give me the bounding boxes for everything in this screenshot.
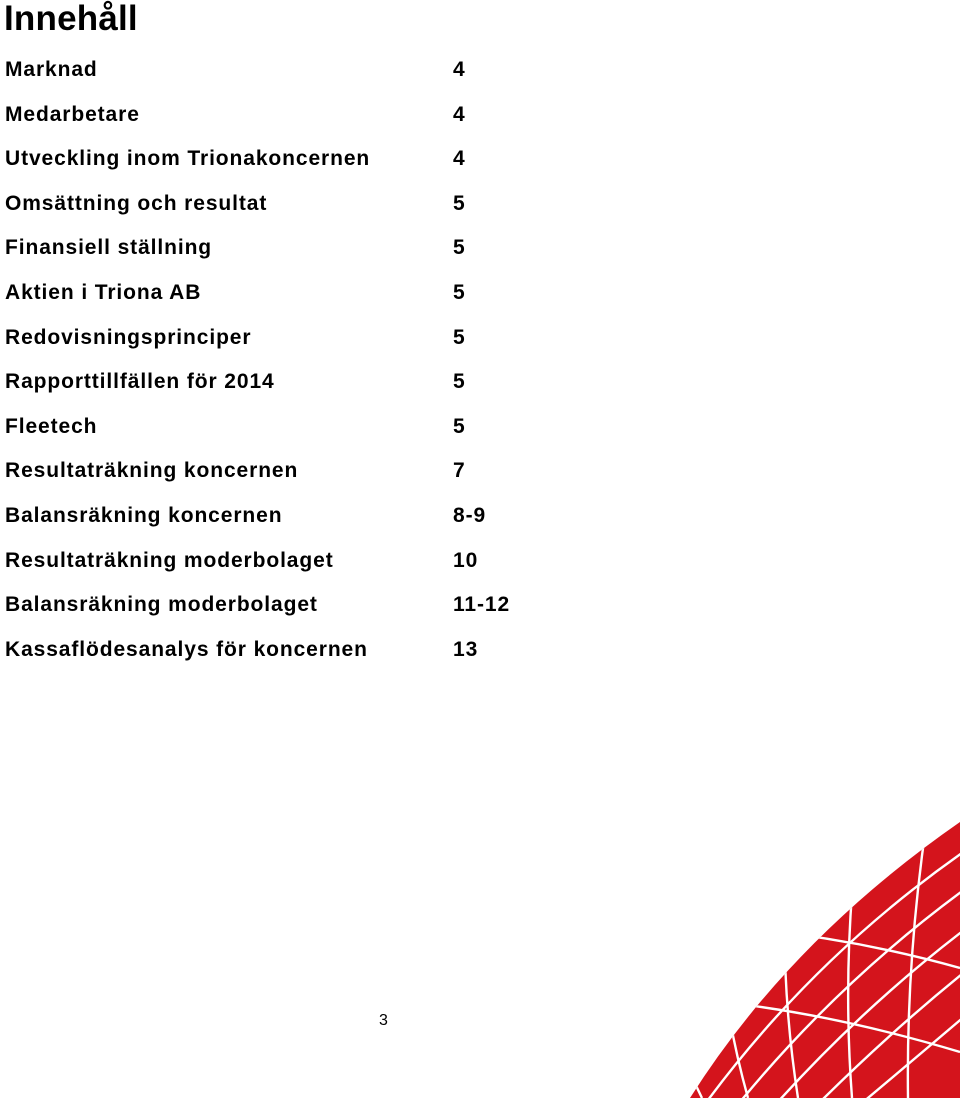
- globe-fill: [690, 822, 960, 1098]
- toc-entry-page: 13: [453, 637, 479, 661]
- toc-entry-title: Balansräkning moderbolaget: [5, 593, 318, 617]
- toc-entry-title: Fleetech: [5, 414, 98, 438]
- table-of-contents: [5, 48, 565, 672]
- toc-entry-fleetech[interactable]: [5, 405, 565, 450]
- toc-entry-resultatrakning-moderbolaget[interactable]: [5, 539, 565, 584]
- toc-entry-omsattning[interactable]: [5, 182, 565, 227]
- toc-entry-page: 4: [453, 147, 466, 171]
- toc-entry-finansiell[interactable]: [5, 226, 565, 271]
- toc-entry-page: 4: [453, 102, 466, 126]
- toc-entry-marknad[interactable]: [5, 48, 565, 93]
- toc-entry-page: 11-12: [453, 593, 511, 617]
- toc-entry-title: Resultaträkning koncernen: [5, 459, 299, 483]
- toc-entry-page: 5: [453, 414, 466, 438]
- toc-entry-kassaflodesanalys[interactable]: [5, 628, 565, 673]
- toc-entry-title: Rapporttillfällen för 2014: [5, 370, 275, 394]
- toc-entry-medarbetare[interactable]: [5, 93, 565, 138]
- toc-entry-page: 4: [453, 58, 466, 81]
- toc-entry-page: 5: [453, 191, 466, 215]
- toc-entry-page: 5: [453, 325, 466, 349]
- toc-entry-title: Omsättning och resultat: [5, 191, 268, 215]
- toc-entry-page: 7: [453, 459, 466, 483]
- toc-entry-title: Medarbetare: [5, 102, 140, 126]
- toc-entry-title: Redovisningsprinciper: [5, 325, 252, 349]
- toc-entry-title: Marknad: [5, 58, 98, 81]
- toc-entry-rapporttillfallen[interactable]: [5, 360, 565, 405]
- toc-entry-balansrakning-koncernen[interactable]: [5, 494, 565, 539]
- toc-entry-resultatrakning-koncernen[interactable]: [5, 449, 565, 494]
- toc-entry-title: Balansräkning koncernen: [5, 503, 283, 527]
- toc-entry-utveckling[interactable]: [5, 137, 565, 182]
- page-number: 3: [379, 1012, 388, 1029]
- toc-entry-redovisningsprinciper[interactable]: [5, 316, 565, 361]
- toc-entry-title: Resultaträkning moderbolaget: [5, 548, 334, 572]
- toc-entry-title: Utveckling inom Trionakoncernen: [5, 147, 371, 171]
- toc-entry-balansrakning-moderbolaget[interactable]: [5, 583, 565, 628]
- toc-entry-title: Kassaflödesanalys för koncernen: [5, 637, 368, 661]
- toc-entry-title: Aktien i Triona AB: [5, 280, 202, 304]
- toc-entry-page: 10: [453, 548, 479, 572]
- toc-entry-page: 8-9: [453, 503, 487, 527]
- toc-entry-page: 5: [453, 236, 466, 260]
- toc-entry-page: 5: [453, 280, 466, 304]
- toc-entry-title: Finansiell ställning: [5, 236, 213, 260]
- page-title: Innehåll: [4, 0, 138, 38]
- toc-entry-aktien[interactable]: [5, 271, 565, 316]
- toc-entry-page: 5: [453, 370, 466, 394]
